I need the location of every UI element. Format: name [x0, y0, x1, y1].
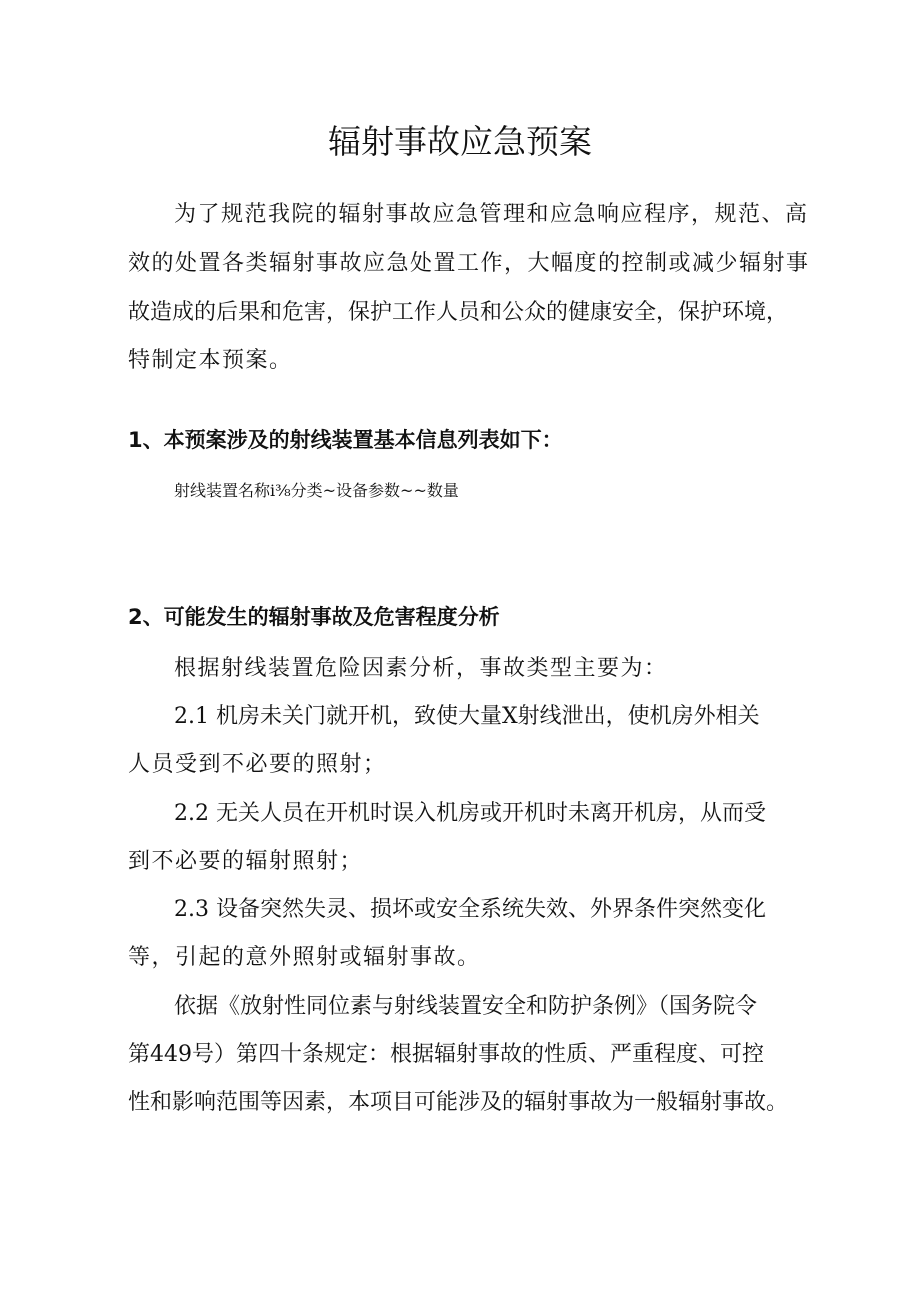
intro-line-1: 为了规范我院的辐射事故应急管理和应急响应程序，规范、高	[174, 202, 809, 227]
section-2-heading: 2、可能发生的辐射事故及危害程度分析	[128, 605, 500, 629]
section-2-line-10: 性和影响范围等因素，本项目可能涉及的辐射事故为一般辐射事故。	[128, 1090, 789, 1115]
section-2-line-1: 根据射线装置危险因素分析，事故类型主要为：	[174, 656, 668, 681]
section-2-line-2: 2.1 机房未关门就开机，致使大量X射线泄出，使机房外相关	[174, 704, 760, 729]
section-2-line-6: 2.3 设备突然失灵、损坏或安全系统失效、外界条件突然变化	[174, 897, 766, 922]
section-2-line-7: 等，引起的意外照射或辐射事故。	[128, 945, 481, 970]
intro-line-4: 特制定本预案。	[128, 348, 293, 373]
section-2-line-8: 依据《放射性同位素与射线装置安全和防护条例》（国务院令	[174, 994, 758, 1019]
section-1-heading: 1、本预案涉及的射线装置基本信息列表如下：	[128, 428, 563, 452]
intro-line-3: 故造成的后果和危害，保护工作人员和公众的健康安全，保护环境，	[128, 300, 789, 325]
intro-line-2: 效的处置各类辐射事故应急处置工作，大幅度的控制或减少辐射事	[128, 251, 810, 276]
equipment-table-header: 射线装置名称i⅜分类~设备参数~~数量	[174, 481, 459, 500]
section-2-line-3: 人员受到不必要的照射；	[128, 752, 387, 777]
section-2-line-4: 2.2 无关人员在开机时误入机房或开机时未离开机房，从而受	[174, 801, 766, 826]
document-title: 辐射事故应急预案	[328, 122, 592, 161]
section-2-line-5: 到不必要的辐射照射；	[128, 849, 364, 874]
section-2-line-9: 第449号）第四十条规定：根据辐射事故的性质、严重程度、可控	[128, 1042, 764, 1067]
